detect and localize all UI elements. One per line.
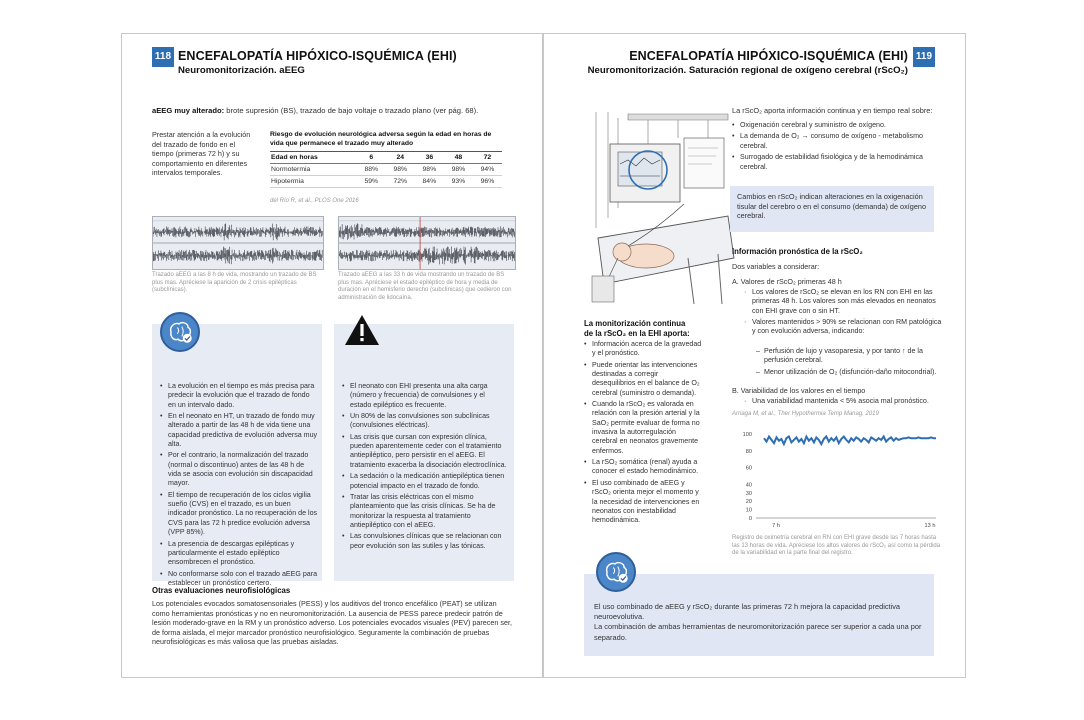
table-cell: Hipotermia <box>270 176 357 188</box>
chart-caption: Registro de oximetría cerebral en RN con EHI grave desde las 7 horas hasta las 13 horas de vida. Apréciese los altos valores de rScO₂ así como la pérdida de la variabilidad en la parte final del registro. <box>732 535 941 557</box>
intro-bold: aEEG muy alterado: <box>152 106 225 115</box>
aeeg-trace-8h-graphic <box>153 217 323 269</box>
page-subtitle: Neuromonitorización. aEEG <box>178 65 305 76</box>
list-item: – Perfusión de lujo y vasoparesia, y por tanto ↑ de la perfusión cerebral. <box>756 347 942 366</box>
table-cell: Normotermia <box>270 164 357 176</box>
table-cell: 98% <box>415 164 444 176</box>
list-item: • No conformarse solo con el trazado aEEG para establecer un pronóstico certero. <box>160 570 318 589</box>
prognostic-intro: Dos variables a considerar: <box>732 262 820 271</box>
y-tick-label: 10 <box>745 507 752 514</box>
list-item: • Las convulsiones clínicas que se relacionan con peor evolución son las sutiles y las tónicas. <box>342 532 508 551</box>
trace1-caption: Trazado aEEG a las 8 h de vida, mostrando un trazado de BS plus mas. Apréciese la aparición de 2 crisis epilépticas (subclínicas). <box>152 272 317 294</box>
trace2-caption: Trazado aEEG a las 33 h de vida mostrando un trazado de BS plus mas. Apréciese el estado epiléptico de hora y media de duración en el hemisferio derecho (subclínicas) que cedieron con administración de lidocaína. <box>338 272 512 301</box>
table-cell: 98% <box>444 164 473 176</box>
seizures-list <box>342 382 508 553</box>
table-row <box>270 176 502 188</box>
variable-a: A. Valores de rScO₂ primeras 48 h <box>732 277 842 286</box>
list-item: • La evolución en el tiempo es más precisa para predecir la evolución que el trazado de fondo en un intervalo dado. <box>160 382 318 410</box>
y-tick-label: 100 <box>742 432 752 438</box>
right-page <box>543 33 966 678</box>
nicu-monitor-illustration <box>588 108 738 306</box>
intro-paragraph <box>152 106 532 116</box>
y-tick-label: 30 <box>745 490 752 497</box>
list-item: • Por el contrario, la normalización del trazado (normal o discontinuo) antes de las 48 h de vida se asocia con evolución sin discapacidad mayor. <box>160 451 318 488</box>
rsco2-line-chart <box>730 428 940 532</box>
brain-icon <box>160 312 200 352</box>
brain-icon-graphic <box>598 554 634 590</box>
prognostic-info-heading: Información pronóstica de la rScO₂ <box>732 247 863 256</box>
list-item: • Información acerca de la gravedad y el pronóstico. <box>584 340 702 359</box>
list-item: • El uso combinado de aEEG y rScO₂ orienta mejor el momento y la necesidad de intervenciones en neonatos con inestabilidad hemodinámica. <box>584 479 702 525</box>
table-cell: 93% <box>444 176 473 188</box>
table-cell: 59% <box>357 176 386 188</box>
table-header-cell: 36 <box>415 152 444 164</box>
side-note: Prestar atención a la evolución del trazado de fondo en el tiempo (primeras 72 h) y su comportamiento en diferentes intervalos temporales. <box>152 130 251 178</box>
table-cell: 94% <box>473 164 502 176</box>
table-header-row <box>270 152 502 164</box>
table-cell: 96% <box>473 176 502 188</box>
y-tick-label: 40 <box>745 482 752 489</box>
table-cell: 98% <box>386 164 415 176</box>
list-item: • Cuando la rScO₂ es valorada en relación con la presión arterial y la SaO₂ permite evaluar de forma no invasiva la autorregulación cerebral en neonatos gravemente enfermos. <box>584 400 702 456</box>
continuous-monitoring-heading: La monitorización continua de la rScO₂ en la EHI aporta: <box>584 319 690 338</box>
aeeg-trace-33h <box>338 216 516 270</box>
prognosis-list <box>160 382 318 590</box>
combined-use-box <box>584 574 934 656</box>
rsco2-highlight-box <box>730 186 934 232</box>
list-item: • En el neonato en HT, un trazado de fondo muy alterado a partir de las 48 h de vida tiene una capacidad predictiva de evolución adversa muy alta. <box>160 412 318 449</box>
variable-a-list <box>744 288 942 339</box>
list-item: • La sedación o la medicación antiepiléptica tienen potencial impacto en el trazado de fondo. <box>342 472 508 491</box>
list-item: · Valores mantenidos > 90% se relacionan con RM patológica y con evolución adversa, indicando: <box>744 318 942 337</box>
list-item: · Una variabilidad mantenida < 5% asocia mal pronóstico. <box>744 397 942 406</box>
variable-b: B. Variabilidad de los valores en el tiempo <box>732 386 866 395</box>
aeeg-trace-33h-graphic <box>339 217 515 269</box>
left-page <box>121 33 543 678</box>
list-item: • El neonato con EHI presenta una alta carga (número y frecuencia) de convulsiones y el estado epiléptico es frecuente. <box>342 382 508 410</box>
variable-a-sublist <box>756 347 942 379</box>
rsco2-highlight-text: Cambios en rScO₂ indican alteraciones en la oxigenación tisular del cerebro o en el consumo (demanda) de oxígeno cerebral. <box>737 192 927 221</box>
list-item: • La presencia de descargas epilépticas y particularmente el estado epiléptico ensombrecen el pronóstico. <box>160 540 318 568</box>
combined-use-text: El uso combinado de aEEG y rScO₂ durante las primeras 72 h mejora la capacidad predictiva neuroevolutiva. La combinación de ambas herramientas de neuromonitorización parece ser superior a cada una por separado. <box>594 602 922 642</box>
table-cell: 88% <box>357 164 386 176</box>
table-header-cell: 24 <box>386 152 415 164</box>
continuous-monitoring-list <box>584 340 702 528</box>
list-item: • Un 80% de las convulsiones son subclínicas (convulsiones eléctricas). <box>342 412 508 431</box>
list-item: · Los valores de rScO₂ se elevan en los RN con EHI en las primeras 48 h. Los valores son más elevados en neonatos con EHI grave con o sin HT. <box>744 288 942 316</box>
brain-icon-graphic <box>162 314 198 350</box>
rsco2-series-line <box>764 437 936 445</box>
page-number: 118 <box>152 47 174 67</box>
table-header-cell: 48 <box>444 152 473 164</box>
brain-icon <box>596 552 636 592</box>
list-item: • Las crisis que cursan con expresión clínica, pueden aparentemente ceder con el tratamiento antiepiléptico, pero persistir en el aEEG. El tratamiento exacerba la disociación electroclínica. <box>342 433 508 470</box>
seizures-box <box>334 324 514 581</box>
prognostic-source: Arriaga M, et al., Ther Hypothermia Temp Manag. 2019 <box>732 411 879 417</box>
y-tick-label: 60 <box>745 465 752 472</box>
table-header-cell: Edad en horas <box>270 152 357 164</box>
rsco2-intro-list <box>732 121 942 174</box>
y-tick-label: 0 <box>748 516 752 522</box>
warning-icon <box>344 314 380 346</box>
table-cell: 72% <box>386 176 415 188</box>
table-source: del Río R, et al., PLOS One 2016 <box>270 198 359 204</box>
risk-table <box>270 131 502 188</box>
y-tick-label: 20 <box>745 499 752 506</box>
intro-rest: brote supresión (BS), trazado de bajo voltaje o trazado plano (ver pág. 68). <box>224 106 479 115</box>
page-number: 119 <box>913 47 935 67</box>
rsco2-intro: La rScO₂ aporta información continua y en tiempo real sobre: <box>732 106 933 115</box>
x-tick-label: 7 h <box>772 523 780 529</box>
table-row <box>270 164 502 176</box>
list-item: • Puede orientar las intervenciones destinadas a corregir desequilibrios en el balance de O₂ cerebral (suministro o demanda). <box>584 361 702 398</box>
y-tick-label: 80 <box>745 448 752 455</box>
list-item: • La demanda de O₂ → consumo de oxígeno - metabolismo cerebral. <box>732 132 942 151</box>
table-header-cell: 72 <box>473 152 502 164</box>
table-caption: Riesgo de evolución neurológica adversa según la edad en horas de vida que permanece el trazado muy alterado <box>270 131 502 152</box>
list-item: • Oxigenación cerebral y suministro de oxígeno. <box>732 121 942 130</box>
page-title: ENCEFALOPATÍA HIPÓXICO-ISQUÉMICA (EHI) <box>178 49 457 63</box>
list-item: • Tratar las crisis eléctricas con el mismo planteamiento que las crisis clínicas. Se ha de monitorizar la respuesta al tratamiento antiepiléptico con el aEEG. <box>342 493 508 530</box>
prognosis-box <box>152 324 322 587</box>
table-cell: 84% <box>415 176 444 188</box>
page-title: ENCEFALOPATÍA HIPÓXICO-ISQUÉMICA (EHI) <box>629 49 908 63</box>
list-item: • La rSO₂ somática (renal) ayuda a conocer el estado hemodinámico. <box>584 458 702 477</box>
list-item: – Menor utilización de O₂ (disfunción-daño mitocondrial). <box>756 368 942 377</box>
table-header-cell: 6 <box>357 152 386 164</box>
list-item: • El tiempo de recuperación de los ciclos vigilia sueño (CVS) en el trazado, es un buen indicador pronóstico. La no recuperación de los CVS para las 72 h predice evolución adversa (VPP 85%). <box>160 491 318 537</box>
other-evaluations-heading: Otras evaluaciones neurofisiológicas <box>152 586 291 595</box>
variable-b-list <box>744 397 942 408</box>
page-subtitle: Neuromonitorización. Saturación regional de oxígeno cerebral (rScO₂) <box>587 65 908 76</box>
aeeg-trace-8h <box>152 216 324 270</box>
list-item: • Surrogado de estabilidad fisiológica y de la hemodinámica cerebral. <box>732 153 942 172</box>
x-tick-label: 13 h <box>924 523 936 529</box>
other-evaluations-text: Los potenciales evocados somatosensoriales (PESS) y los auditivos del tronco encefálico (PEAT) se utilizan como herramientas pronósticas y no en neuromonitorización. La ausencia de PESS parece predecir patrón de lesión moderado-grave en la RM y un pronóstico adverso. Los potenciales evocados visuales (PEV) parecen ser, de forma aislada, el mejor marcador pronóstico neurofisiológico. Seguramente la combinación de pruebas neurofisiológicas es más valiosa que las pruebas aisladas. <box>152 599 512 647</box>
